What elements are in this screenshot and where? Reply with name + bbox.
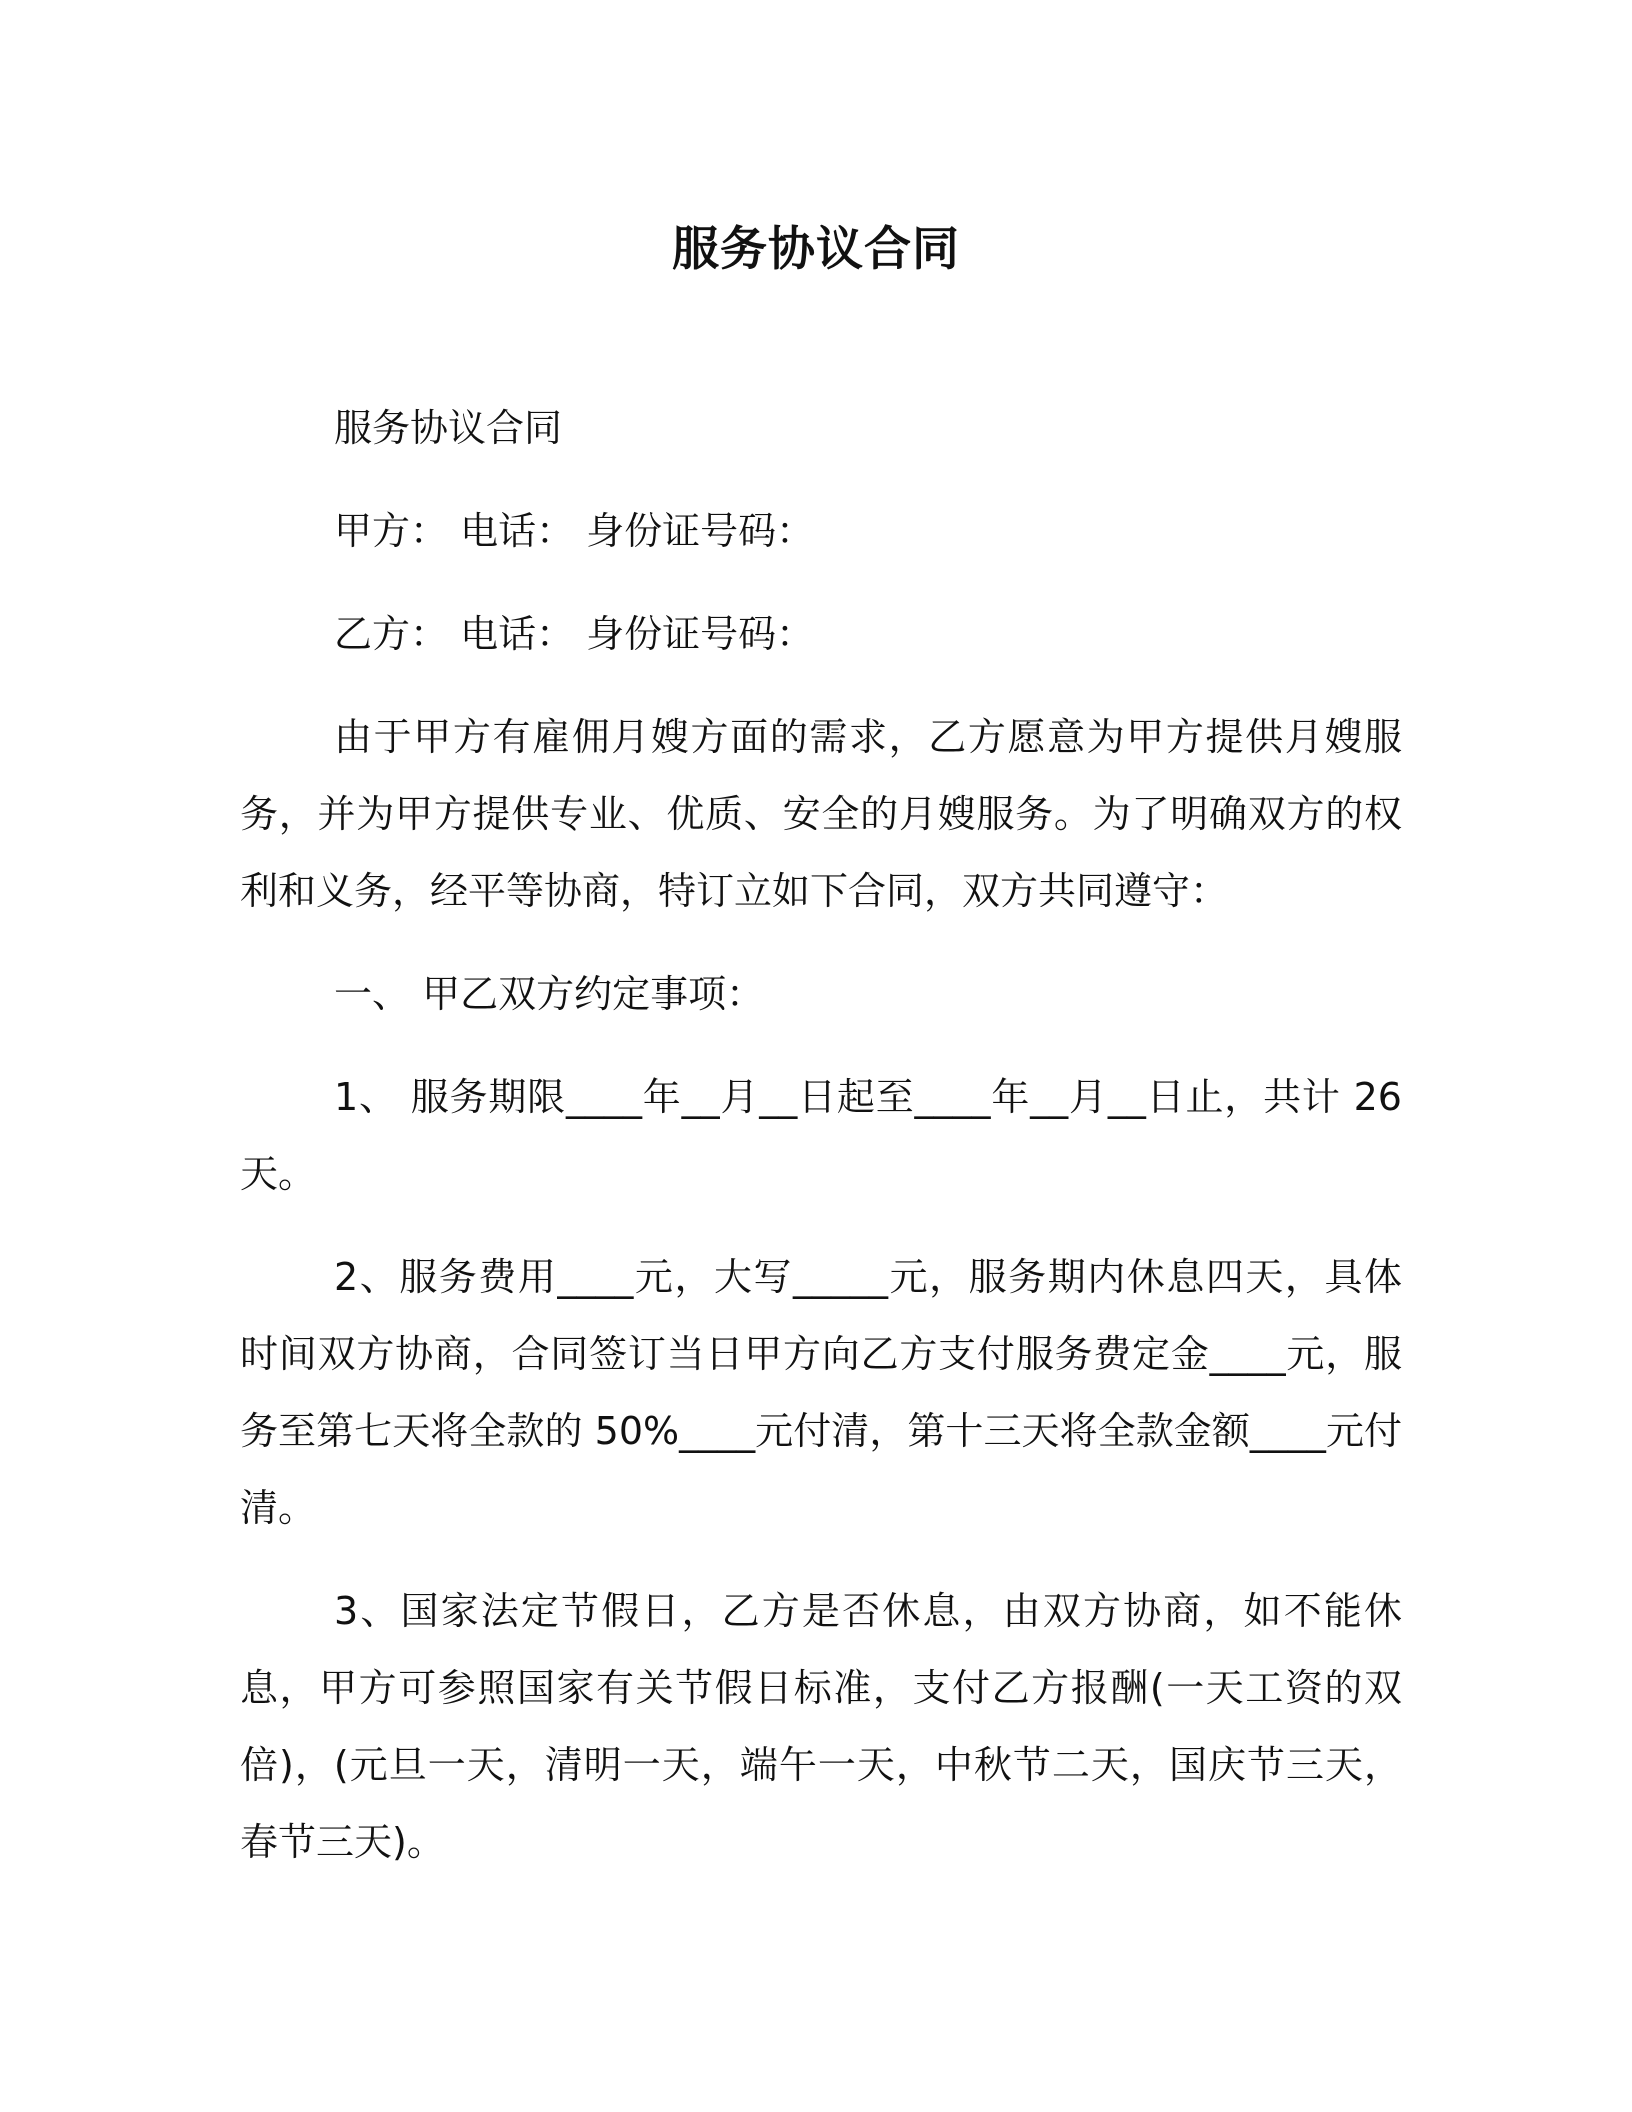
party-b-line: 乙方： 电话： 身份证号码： [334, 612, 815, 656]
clause-3: 3、国家法定节假日，乙方是否休息，由双方协商，如不能休息，甲方可参照国家有关节假日标准，支付乙方报酬(一天工资的双倍)，(元旦一天，清明一天，端午一天，中秋节二天，国庆节三天，春节三天)。 [240, 1589, 1402, 1864]
subtitle-paragraph: 服务协议合同 [334, 406, 563, 450]
clause-2: 2、服务费用____元，大写_____元，服务期内休息四天，具体时间双方协商，合同签订当日甲方向乙方支付服务费定金____元，服务至第七天将全款的 50%____元付清，第十三天将全款金额____元付清。 [240, 1255, 1402, 1530]
section-heading: 一、 甲乙双方约定事项： [334, 972, 765, 1016]
clause-1: 1、 服务期限____年__月__日起至____年__月__日止，共计 26 天。 [240, 1075, 1402, 1196]
document-body [240, 390, 1402, 1907]
party-a-line: 甲方： 电话： 身份证号码： [334, 509, 815, 553]
preamble-paragraph: 由于甲方有雇佣月嫂方面的需求，乙方愿意为甲方提供月嫂服务，并为甲方提供专业、优质、安全的月嫂服务。为了明确双方的权利和义务，经平等协商，特订立如下合同，双方共同遵守： [240, 715, 1402, 913]
document-title: 服务协议合同 [672, 222, 960, 277]
